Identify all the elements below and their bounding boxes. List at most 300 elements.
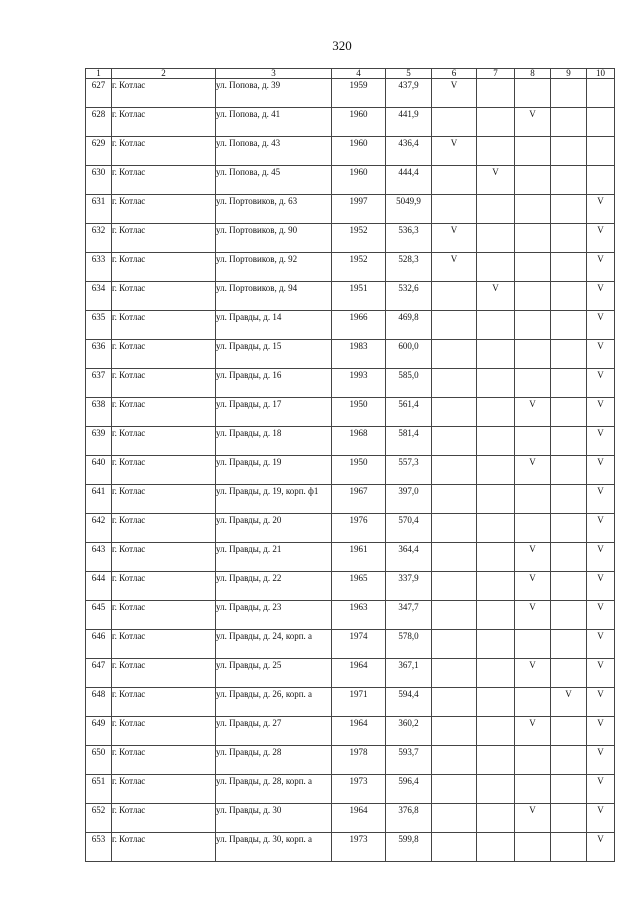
mark-col-9 bbox=[551, 340, 587, 369]
mark-col-6 bbox=[432, 746, 477, 775]
mark-col-10: V bbox=[587, 224, 615, 253]
city-cell: г. Котлас bbox=[112, 804, 216, 833]
mark-col-7 bbox=[477, 630, 515, 659]
year-cell: 1973 bbox=[332, 775, 386, 804]
table-row bbox=[86, 572, 615, 601]
mark-col-7 bbox=[477, 601, 515, 630]
table-row bbox=[86, 746, 615, 775]
mark-col-6 bbox=[432, 195, 477, 224]
mark-col-6: V bbox=[432, 137, 477, 166]
column-header: 2 bbox=[112, 69, 216, 79]
mark-col-10: V bbox=[587, 717, 615, 746]
column-header: 7 bbox=[477, 69, 515, 79]
table-row bbox=[86, 253, 615, 282]
address-cell: ул. Правды, д. 19, корп. ф1 bbox=[216, 485, 332, 514]
mark-col-10 bbox=[587, 108, 615, 137]
mark-col-8 bbox=[515, 427, 551, 456]
mark-col-9 bbox=[551, 833, 587, 862]
mark-col-6 bbox=[432, 543, 477, 572]
column-header: 1 bbox=[86, 69, 112, 79]
table-row bbox=[86, 224, 615, 253]
mark-col-9 bbox=[551, 630, 587, 659]
area-cell: 528,3 bbox=[386, 253, 432, 282]
mark-col-10: V bbox=[587, 659, 615, 688]
mark-col-10: V bbox=[587, 253, 615, 282]
row-number: 635 bbox=[86, 311, 112, 340]
area-cell: 593,7 bbox=[386, 746, 432, 775]
mark-col-7 bbox=[477, 659, 515, 688]
mark-col-8 bbox=[515, 833, 551, 862]
area-cell: 532,6 bbox=[386, 282, 432, 311]
address-cell: ул. Портовиков, д. 92 bbox=[216, 253, 332, 282]
mark-col-8 bbox=[515, 630, 551, 659]
mark-col-9 bbox=[551, 224, 587, 253]
mark-col-6: V bbox=[432, 224, 477, 253]
row-number: 638 bbox=[86, 398, 112, 427]
area-cell: 397,0 bbox=[386, 485, 432, 514]
area-cell: 337,9 bbox=[386, 572, 432, 601]
mark-col-10: V bbox=[587, 630, 615, 659]
mark-col-9: V bbox=[551, 688, 587, 717]
area-cell: 441,9 bbox=[386, 108, 432, 137]
area-cell: 360,2 bbox=[386, 717, 432, 746]
table-row bbox=[86, 282, 615, 311]
mark-col-8: V bbox=[515, 572, 551, 601]
header-row bbox=[86, 69, 615, 79]
city-cell: г. Котлас bbox=[112, 166, 216, 195]
row-number: 642 bbox=[86, 514, 112, 543]
area-cell: 364,4 bbox=[386, 543, 432, 572]
mark-col-7: V bbox=[477, 282, 515, 311]
row-number: 643 bbox=[86, 543, 112, 572]
mark-col-6 bbox=[432, 166, 477, 195]
address-cell: ул. Портовиков, д. 90 bbox=[216, 224, 332, 253]
address-cell: ул. Попова, д. 39 bbox=[216, 79, 332, 108]
address-cell: ул. Попова, д. 43 bbox=[216, 137, 332, 166]
year-cell: 1963 bbox=[332, 601, 386, 630]
mark-col-6 bbox=[432, 514, 477, 543]
mark-col-7 bbox=[477, 79, 515, 108]
table-row bbox=[86, 717, 615, 746]
mark-col-7: V bbox=[477, 166, 515, 195]
mark-col-6 bbox=[432, 659, 477, 688]
mark-col-10: V bbox=[587, 514, 615, 543]
mark-col-6 bbox=[432, 717, 477, 746]
mark-col-7 bbox=[477, 572, 515, 601]
year-cell: 1967 bbox=[332, 485, 386, 514]
row-number: 639 bbox=[86, 427, 112, 456]
city-cell: г. Котлас bbox=[112, 456, 216, 485]
area-cell: 578,0 bbox=[386, 630, 432, 659]
mark-col-8: V bbox=[515, 456, 551, 485]
row-number: 648 bbox=[86, 688, 112, 717]
year-cell: 1951 bbox=[332, 282, 386, 311]
city-cell: г. Котлас bbox=[112, 224, 216, 253]
mark-col-9 bbox=[551, 195, 587, 224]
column-header: 3 bbox=[216, 69, 332, 79]
mark-col-8 bbox=[515, 224, 551, 253]
city-cell: г. Котлас bbox=[112, 108, 216, 137]
address-cell: ул. Правды, д. 24, корп. а bbox=[216, 630, 332, 659]
area-cell: 581,4 bbox=[386, 427, 432, 456]
area-cell: 347,7 bbox=[386, 601, 432, 630]
table-row bbox=[86, 108, 615, 137]
table-row bbox=[86, 514, 615, 543]
row-number: 632 bbox=[86, 224, 112, 253]
area-cell: 367,1 bbox=[386, 659, 432, 688]
city-cell: г. Котлас bbox=[112, 398, 216, 427]
mark-col-8: V bbox=[515, 804, 551, 833]
area-cell: 436,4 bbox=[386, 137, 432, 166]
mark-col-8 bbox=[515, 137, 551, 166]
mark-col-9 bbox=[551, 775, 587, 804]
address-cell: ул. Правды, д. 25 bbox=[216, 659, 332, 688]
mark-col-6 bbox=[432, 601, 477, 630]
address-cell: ул. Правды, д. 30 bbox=[216, 804, 332, 833]
mark-col-8: V bbox=[515, 108, 551, 137]
address-cell: ул. Правды, д. 21 bbox=[216, 543, 332, 572]
table-row bbox=[86, 369, 615, 398]
table-row bbox=[86, 688, 615, 717]
mark-col-10: V bbox=[587, 369, 615, 398]
mark-col-8 bbox=[515, 340, 551, 369]
table-row bbox=[86, 543, 615, 572]
year-cell: 1950 bbox=[332, 456, 386, 485]
mark-col-10: V bbox=[587, 398, 615, 427]
city-cell: г. Котлас bbox=[112, 833, 216, 862]
city-cell: г. Котлас bbox=[112, 427, 216, 456]
mark-col-8 bbox=[515, 195, 551, 224]
row-number: 634 bbox=[86, 282, 112, 311]
area-cell: 536,3 bbox=[386, 224, 432, 253]
table-row bbox=[86, 427, 615, 456]
mark-col-10: V bbox=[587, 746, 615, 775]
year-cell: 1993 bbox=[332, 369, 386, 398]
address-cell: ул. Правды, д. 22 bbox=[216, 572, 332, 601]
area-cell: 599,8 bbox=[386, 833, 432, 862]
mark-col-9 bbox=[551, 282, 587, 311]
mark-col-8 bbox=[515, 282, 551, 311]
table-row bbox=[86, 659, 615, 688]
mark-col-6 bbox=[432, 108, 477, 137]
mark-col-7 bbox=[477, 253, 515, 282]
year-cell: 1964 bbox=[332, 804, 386, 833]
row-number: 646 bbox=[86, 630, 112, 659]
mark-col-10: V bbox=[587, 543, 615, 572]
column-header: 10 bbox=[587, 69, 615, 79]
mark-col-7 bbox=[477, 746, 515, 775]
mark-col-10: V bbox=[587, 456, 615, 485]
column-header: 5 bbox=[386, 69, 432, 79]
year-cell: 1974 bbox=[332, 630, 386, 659]
year-cell: 1966 bbox=[332, 311, 386, 340]
housing-registry-table bbox=[85, 68, 615, 862]
table-row bbox=[86, 485, 615, 514]
mark-col-6 bbox=[432, 427, 477, 456]
column-header: 4 bbox=[332, 69, 386, 79]
mark-col-9 bbox=[551, 166, 587, 195]
address-cell: ул. Правды, д. 28, корп. а bbox=[216, 775, 332, 804]
city-cell: г. Котлас bbox=[112, 688, 216, 717]
mark-col-10: V bbox=[587, 427, 615, 456]
area-cell: 376,8 bbox=[386, 804, 432, 833]
mark-col-10: V bbox=[587, 572, 615, 601]
table-row bbox=[86, 398, 615, 427]
mark-col-9 bbox=[551, 79, 587, 108]
mark-col-8 bbox=[515, 485, 551, 514]
row-number: 628 bbox=[86, 108, 112, 137]
city-cell: г. Котлас bbox=[112, 369, 216, 398]
mark-col-9 bbox=[551, 427, 587, 456]
mark-col-7 bbox=[477, 108, 515, 137]
address-cell: ул. Правды, д. 30, корп. а bbox=[216, 833, 332, 862]
year-cell: 1960 bbox=[332, 137, 386, 166]
mark-col-9 bbox=[551, 485, 587, 514]
year-cell: 1961 bbox=[332, 543, 386, 572]
row-number: 627 bbox=[86, 79, 112, 108]
city-cell: г. Котлас bbox=[112, 485, 216, 514]
mark-col-8 bbox=[515, 79, 551, 108]
row-number: 645 bbox=[86, 601, 112, 630]
address-cell: ул. Правды, д. 16 bbox=[216, 369, 332, 398]
page-number: 320 bbox=[332, 38, 352, 53]
mark-col-8 bbox=[515, 166, 551, 195]
mark-col-10 bbox=[587, 166, 615, 195]
mark-col-9 bbox=[551, 369, 587, 398]
row-number: 647 bbox=[86, 659, 112, 688]
address-cell: ул. Правды, д. 15 bbox=[216, 340, 332, 369]
city-cell: г. Котлас bbox=[112, 601, 216, 630]
city-cell: г. Котлас bbox=[112, 514, 216, 543]
year-cell: 1976 bbox=[332, 514, 386, 543]
year-cell: 1997 bbox=[332, 195, 386, 224]
area-cell: 585,0 bbox=[386, 369, 432, 398]
table-row bbox=[86, 340, 615, 369]
mark-col-7 bbox=[477, 340, 515, 369]
mark-col-7 bbox=[477, 804, 515, 833]
mark-col-10: V bbox=[587, 688, 615, 717]
row-number: 644 bbox=[86, 572, 112, 601]
area-cell: 570,4 bbox=[386, 514, 432, 543]
mark-col-6: V bbox=[432, 79, 477, 108]
address-cell: ул. Правды, д. 18 bbox=[216, 427, 332, 456]
mark-col-8: V bbox=[515, 601, 551, 630]
year-cell: 1964 bbox=[332, 717, 386, 746]
mark-col-6 bbox=[432, 630, 477, 659]
mark-col-8 bbox=[515, 369, 551, 398]
row-number: 640 bbox=[86, 456, 112, 485]
area-cell: 469,8 bbox=[386, 311, 432, 340]
mark-col-7 bbox=[477, 543, 515, 572]
year-cell: 1968 bbox=[332, 427, 386, 456]
row-number: 651 bbox=[86, 775, 112, 804]
area-cell: 444,4 bbox=[386, 166, 432, 195]
year-cell: 1971 bbox=[332, 688, 386, 717]
table-body bbox=[86, 79, 615, 862]
table-row bbox=[86, 630, 615, 659]
row-number: 641 bbox=[86, 485, 112, 514]
mark-col-7 bbox=[477, 137, 515, 166]
mark-col-6 bbox=[432, 572, 477, 601]
row-number: 649 bbox=[86, 717, 112, 746]
year-cell: 1960 bbox=[332, 108, 386, 137]
year-cell: 1973 bbox=[332, 833, 386, 862]
mark-col-7 bbox=[477, 427, 515, 456]
mark-col-7 bbox=[477, 485, 515, 514]
mark-col-8 bbox=[515, 746, 551, 775]
mark-col-6 bbox=[432, 485, 477, 514]
mark-col-7 bbox=[477, 717, 515, 746]
row-number: 653 bbox=[86, 833, 112, 862]
mark-col-6 bbox=[432, 282, 477, 311]
mark-col-7 bbox=[477, 456, 515, 485]
mark-col-9 bbox=[551, 253, 587, 282]
area-cell: 596,4 bbox=[386, 775, 432, 804]
year-cell: 1960 bbox=[332, 166, 386, 195]
address-cell: ул. Правды, д. 17 bbox=[216, 398, 332, 427]
mark-col-9 bbox=[551, 137, 587, 166]
row-number: 636 bbox=[86, 340, 112, 369]
mark-col-6 bbox=[432, 775, 477, 804]
table-row bbox=[86, 456, 615, 485]
city-cell: г. Котлас bbox=[112, 746, 216, 775]
mark-col-7 bbox=[477, 311, 515, 340]
mark-col-9 bbox=[551, 572, 587, 601]
city-cell: г. Котлас bbox=[112, 137, 216, 166]
mark-col-6 bbox=[432, 688, 477, 717]
area-cell: 437,9 bbox=[386, 79, 432, 108]
mark-col-10: V bbox=[587, 340, 615, 369]
mark-col-8: V bbox=[515, 398, 551, 427]
column-header: 9 bbox=[551, 69, 587, 79]
mark-col-7 bbox=[477, 369, 515, 398]
mark-col-9 bbox=[551, 659, 587, 688]
mark-col-6: V bbox=[432, 253, 477, 282]
city-cell: г. Котлас bbox=[112, 79, 216, 108]
mark-col-8 bbox=[515, 514, 551, 543]
row-number: 629 bbox=[86, 137, 112, 166]
city-cell: г. Котлас bbox=[112, 543, 216, 572]
table-row bbox=[86, 166, 615, 195]
mark-col-9 bbox=[551, 514, 587, 543]
address-cell: ул. Попова, д. 41 bbox=[216, 108, 332, 137]
mark-col-10: V bbox=[587, 601, 615, 630]
year-cell: 1978 bbox=[332, 746, 386, 775]
mark-col-6 bbox=[432, 369, 477, 398]
mark-col-9 bbox=[551, 717, 587, 746]
mark-col-8: V bbox=[515, 659, 551, 688]
mark-col-6 bbox=[432, 456, 477, 485]
mark-col-6 bbox=[432, 340, 477, 369]
city-cell: г. Котлас bbox=[112, 253, 216, 282]
table-row bbox=[86, 311, 615, 340]
mark-col-7 bbox=[477, 833, 515, 862]
address-cell: ул. Правды, д. 20 bbox=[216, 514, 332, 543]
mark-col-10: V bbox=[587, 282, 615, 311]
mark-col-7 bbox=[477, 514, 515, 543]
city-cell: г. Котлас bbox=[112, 572, 216, 601]
table-row bbox=[86, 137, 615, 166]
mark-col-6 bbox=[432, 804, 477, 833]
year-cell: 1952 bbox=[332, 224, 386, 253]
mark-col-7 bbox=[477, 195, 515, 224]
mark-col-9 bbox=[551, 398, 587, 427]
address-cell: ул. Правды, д. 28 bbox=[216, 746, 332, 775]
mark-col-10: V bbox=[587, 775, 615, 804]
mark-col-8 bbox=[515, 253, 551, 282]
mark-col-8 bbox=[515, 688, 551, 717]
year-cell: 1983 bbox=[332, 340, 386, 369]
area-cell: 5049,9 bbox=[386, 195, 432, 224]
city-cell: г. Котлас bbox=[112, 659, 216, 688]
column-header: 8 bbox=[515, 69, 551, 79]
year-cell: 1965 bbox=[332, 572, 386, 601]
mark-col-10: V bbox=[587, 833, 615, 862]
address-cell: ул. Портовиков, д. 63 bbox=[216, 195, 332, 224]
mark-col-6 bbox=[432, 833, 477, 862]
table-row bbox=[86, 775, 615, 804]
table-row bbox=[86, 804, 615, 833]
mark-col-10: V bbox=[587, 195, 615, 224]
address-cell: ул. Правды, д. 27 bbox=[216, 717, 332, 746]
mark-col-10: V bbox=[587, 485, 615, 514]
mark-col-9 bbox=[551, 311, 587, 340]
mark-col-9 bbox=[551, 746, 587, 775]
row-number: 637 bbox=[86, 369, 112, 398]
mark-col-6 bbox=[432, 311, 477, 340]
table-row bbox=[86, 79, 615, 108]
year-cell: 1959 bbox=[332, 79, 386, 108]
mark-col-8 bbox=[515, 311, 551, 340]
area-cell: 561,4 bbox=[386, 398, 432, 427]
city-cell: г. Котлас bbox=[112, 775, 216, 804]
area-cell: 557,3 bbox=[386, 456, 432, 485]
city-cell: г. Котлас bbox=[112, 340, 216, 369]
address-cell: ул. Правды, д. 19 bbox=[216, 456, 332, 485]
mark-col-9 bbox=[551, 601, 587, 630]
mark-col-8: V bbox=[515, 717, 551, 746]
table-row bbox=[86, 195, 615, 224]
mark-col-8 bbox=[515, 775, 551, 804]
row-number: 633 bbox=[86, 253, 112, 282]
city-cell: г. Котлас bbox=[112, 195, 216, 224]
table-row bbox=[86, 601, 615, 630]
mark-col-10 bbox=[587, 137, 615, 166]
city-cell: г. Котлас bbox=[112, 630, 216, 659]
row-number: 630 bbox=[86, 166, 112, 195]
mark-col-10: V bbox=[587, 804, 615, 833]
mark-col-7 bbox=[477, 398, 515, 427]
mark-col-8: V bbox=[515, 543, 551, 572]
city-cell: г. Котлас bbox=[112, 717, 216, 746]
mark-col-9 bbox=[551, 804, 587, 833]
mark-col-7 bbox=[477, 224, 515, 253]
table-row bbox=[86, 833, 615, 862]
area-cell: 600,0 bbox=[386, 340, 432, 369]
address-cell: ул. Попова, д. 45 bbox=[216, 166, 332, 195]
city-cell: г. Котлас bbox=[112, 282, 216, 311]
address-cell: ул. Правды, д. 26, корп. а bbox=[216, 688, 332, 717]
address-cell: ул. Правды, д. 23 bbox=[216, 601, 332, 630]
mark-col-7 bbox=[477, 775, 515, 804]
mark-col-9 bbox=[551, 543, 587, 572]
address-cell: ул. Правды, д. 14 bbox=[216, 311, 332, 340]
year-cell: 1950 bbox=[332, 398, 386, 427]
mark-col-7 bbox=[477, 688, 515, 717]
year-cell: 1964 bbox=[332, 659, 386, 688]
mark-col-10 bbox=[587, 79, 615, 108]
row-number: 652 bbox=[86, 804, 112, 833]
